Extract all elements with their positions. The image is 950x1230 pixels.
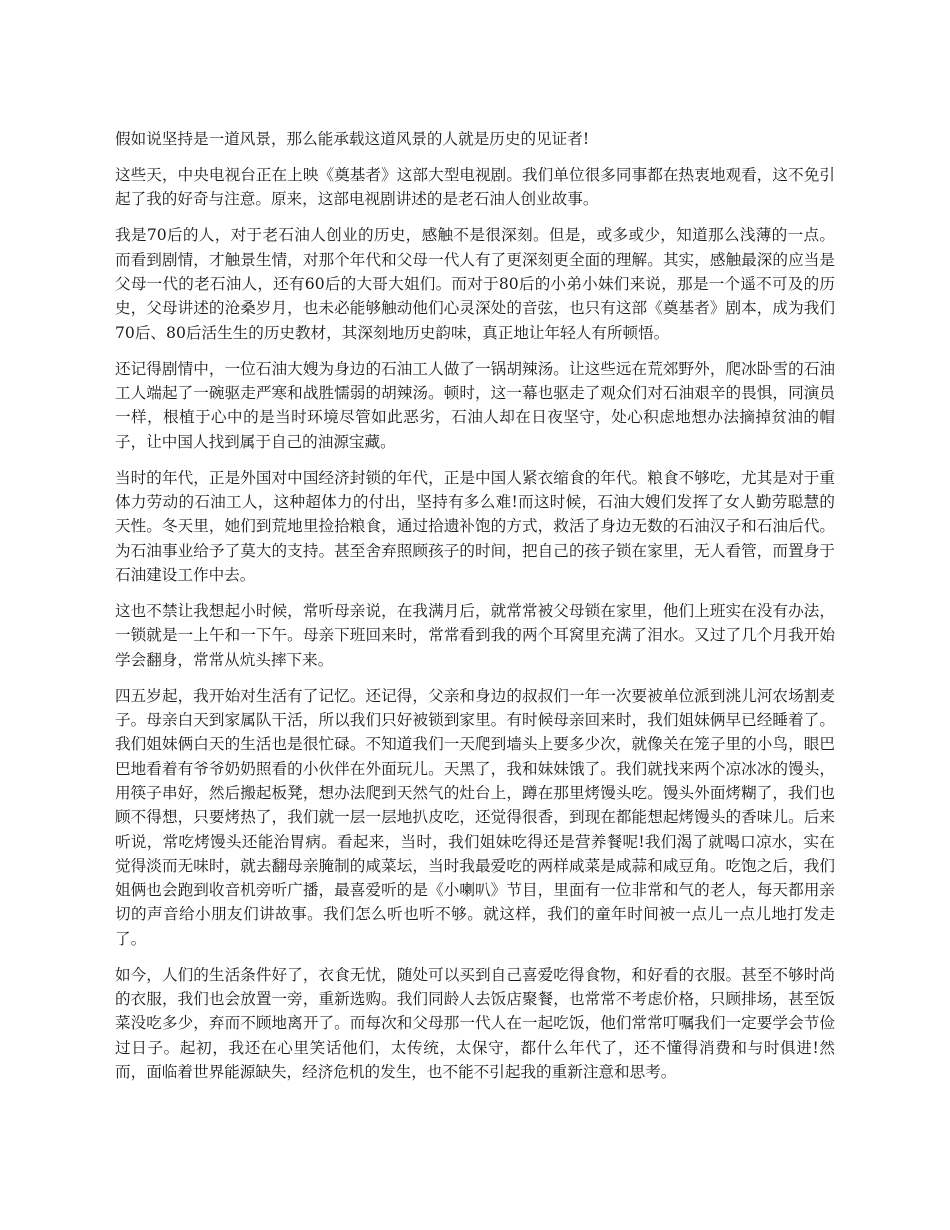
paragraph-1: 假如说坚持是一道风景，那么能承载这道风景的人就是历史的见证者! xyxy=(115,130,590,148)
paragraph-4: 还记得剧情中，一位石油大嫂为身边的石油工人做了一锅胡辣汤。让这些远在荒郊野外，爬冰卧雪的石油工人端起了一碗驱走严寒和战胜懦弱的胡辣汤。顿时，这一幕也驱走了观众们对石油艰辛的畏惧，同演员一样，根植于心中的是当时环境尽管如此恶劣，石油人却在日夜坚守，处心积虑地想办法摘掉贫油的帽子，让中国人找到属于自己的油源宝藏。 xyxy=(115,359,835,451)
document-body xyxy=(115,127,835,1096)
paragraph-6: 这也不禁让我想起小时候，常听母亲说，在我满月后，就常常被父母锁在家里，他们上班实在没有办法，一锁就是一上午和一下午。母亲下班回来时，常常看到我的两个耳窝里充满了泪水。又过了几个月我开始学会翻身，常常从炕头摔下来。 xyxy=(115,602,835,669)
paragraph-3: 我是70后的人，对于老石油人创业的历史，感触不是很深刻。但是，或多或少，知道那么浅薄的一点。而看到剧情，才触景生情，对那个年代和父母一代人有了更深刻更全面的理解。其实，感触最深的应当是父母一代的老石油人，还有60后的大哥大姐们。而对于80后的小弟小妹们来说，那是一个遥不可及的历史，父母讲述的沧桑岁月，也未必能够触动他们心灵深处的音弦，也只有这部《奠基者》剧本，成为我们70后、80后活生生的历史教材，其深刻地历史韵味，真正地让年轻人有所顿悟。 xyxy=(115,226,835,342)
paragraph-2: 这些天，中央电视台正在上映《奠基者》这部大型电视剧。我们单位很多同事都在热衷地观看，这不免引起了我的好奇与注意。原来，这部电视剧讲述的是老石油人创业故事。 xyxy=(115,166,835,209)
paragraph-8: 如今，人们的生活条件好了，衣食无忧，随处可以买到自己喜爱吃得食物，和好看的衣服。甚至不够时尚的衣服，我们也会放置一旁，重新选购。我们同龄人去饭店聚餐，也常常不考虑价格，只顾排场，甚至饭菜没吃多少，弃而不顾地离开了。而每次和父母那一代人在一起吃饭，他们常常叮嘱我们一定要学会节俭过日子。起初，我还在心里笑话他们，太传统，太保守，都什么年代了，还不懂得消费和与时俱进!然而，面临着世界能源缺失，经济危机的发生，也不能不引起我的重新注意和思考。 xyxy=(115,965,835,1081)
paragraph-7: 四五岁起，我开始对生活有了记忆。还记得，父亲和身边的叔叔们一年一次要被单位派到洮儿河农场割麦子。母亲白天到家属队干活，所以我们只好被锁到家里。有时候母亲回来时，我们姐妹俩早已经睡着了。我们姐妹俩白天的生活也是很忙碌。不知道我们一天爬到墙头上要多少次，就像关在笼子里的小鸟，眼巴巴地看着有爷爷奶奶照看的小伙伴在外面玩儿。天黑了，我和妹妹饿了。我们就找来两个凉冰冰的馒头，用筷子串好，然后搬起板凳，想办法爬到天然气的灶台上，蹲在那里烤馒头吃。馒头外面烤糊了，我们也顾不得想，只要烤热了，我们就一层一层地扒皮吃，还觉得很香，到现在都能想起烤馒头的香味儿。后来听说，常吃烤馒头还能治胃病。看起来，当时，我们姐妹吃得还是营养餐呢!我们渴了就喝口凉水，实在觉得淡而无味时，就去翻母亲腌制的咸菜坛，当时我最爱吃的两样咸菜是咸蒜和咸豆角。吃饱之后，我们姐俩也会跑到收音机旁听广播，最喜爱听的是《小喇叭》节目，里面有一位非常和气的老人，每天都用亲切的声音给小朋友们讲故事。我们怎么听也听不够。就这样，我们的童年时间被一点儿一点儿地打发走了。 xyxy=(115,686,835,948)
paragraph-5: 当时的年代，正是外国对中国经济封锁的年代，正是中国人紧衣缩食的年代。粮食不够吃，尤其是对于重体力劳动的石油工人，这种超体力的付出，坚持有多么难!而这时候，石油大嫂们发挥了女人勤劳聪慧的天性。冬天里，她们到荒地里捡拾粮食，通过拾遗补饱的方式，救活了身边无数的石油汉子和石油后代。为石油事业给予了莫大的支持。甚至舍弃照顾孩子的时间，把自己的孩子锁在家里，无人看管，而置身于石油建设工作中去。 xyxy=(115,468,835,584)
